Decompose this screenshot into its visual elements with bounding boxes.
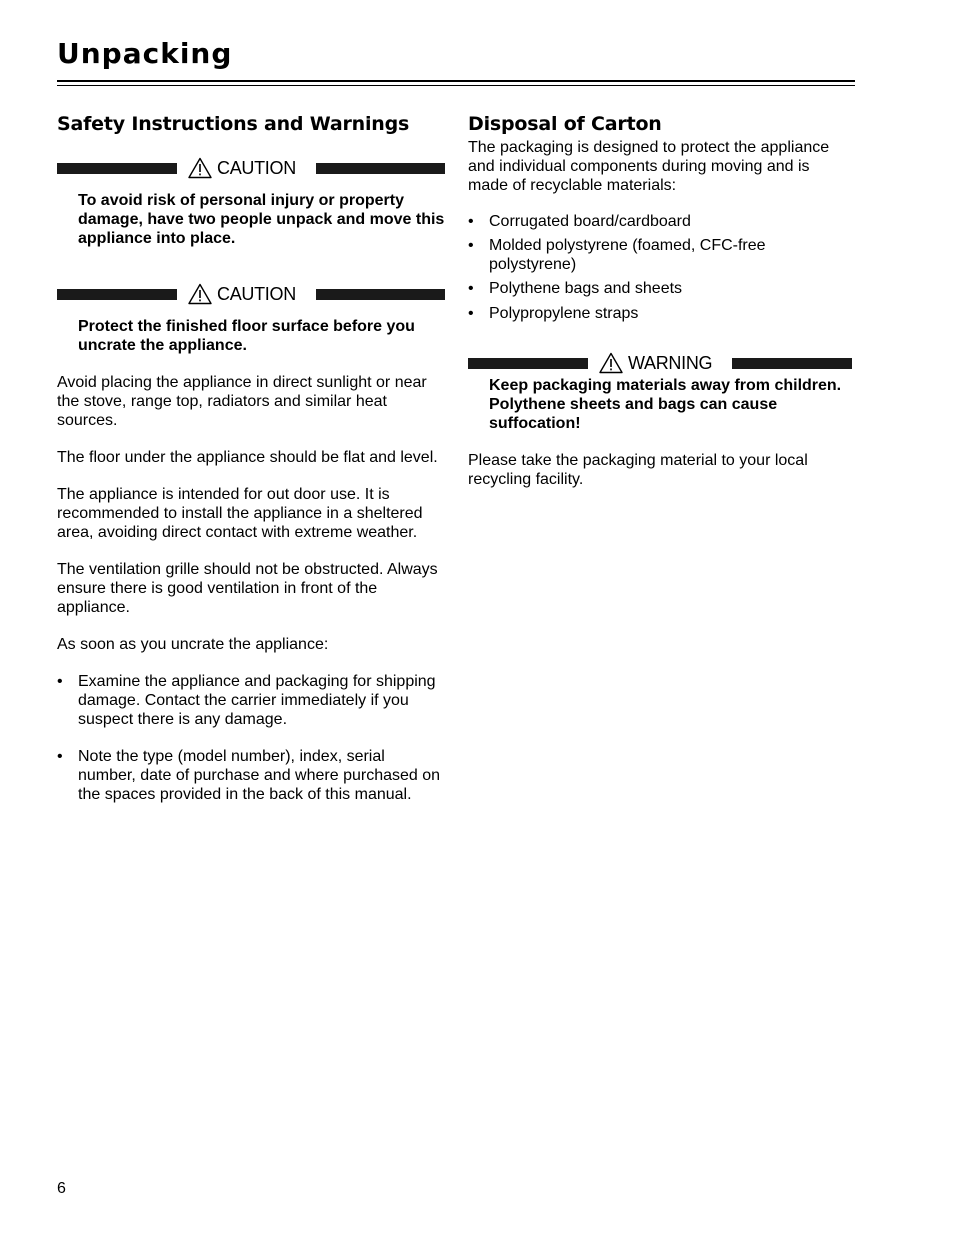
disposal-heading: Disposal of Carton: [468, 113, 662, 135]
title-rule: [57, 80, 855, 82]
banner-bar-right: [732, 358, 852, 369]
caution-banner-1: [57, 157, 445, 179]
warning-triangle-icon: [188, 157, 212, 179]
banner-bar-left: [57, 289, 177, 300]
list-item: • Polypropylene straps: [468, 304, 852, 323]
list-item: • Note the type (model number), index, serial number, date of purchase and where purchased on the spaces provided in the back of this manual.: [57, 747, 445, 804]
page-title: Unpacking: [57, 37, 233, 70]
list-item: • Molded polystyrene (foamed, CFC-free polystyrene): [468, 236, 852, 274]
warning-text: Keep packaging materials away from children. Polythene sheets and bags can cause suffocation!: [489, 377, 842, 432]
banner-bar-right: [316, 163, 445, 174]
body-paragraph: The floor under the appliance should be flat and level.: [57, 449, 438, 466]
banner-bar-left: [57, 163, 177, 174]
disposal-intro: The packaging is designed to protect the appliance and individual components during moving and is made of recyclable materials:: [468, 139, 830, 194]
caution-label: CAUTION: [217, 158, 296, 178]
body-paragraph: The ventilation grille should not be obstructed. Always ensure there is good ventilation in front of the appliance.: [57, 561, 438, 616]
left-column: [57, 112, 445, 804]
body-paragraph: Avoid placing the appliance in direct sunlight or near the stove, range top, radiators and similar heat sources.: [57, 374, 427, 429]
caution-text: To avoid risk of personal injury or property damage, have two people unpack and move this appliance into place.: [78, 192, 445, 247]
body-paragraph: The appliance is intended for out door use. It is recommended to install the appliance in a sheltered area, avoiding direct contact with extreme weather.: [57, 486, 423, 541]
warning-triangle-icon: [599, 352, 623, 374]
page-number: 6: [57, 1180, 66, 1197]
disposal-closing: Please take the packaging material to your local recycling facility.: [468, 452, 808, 488]
caution-text: Protect the finished floor surface before you uncrate the appliance.: [78, 318, 415, 354]
warning-label: WARNING: [628, 353, 713, 373]
warning-banner: [468, 352, 852, 374]
right-column: [468, 112, 852, 489]
body-paragraph: As soon as you uncrate the appliance:: [57, 636, 329, 653]
list-item: • Examine the appliance and packaging for shipping damage. Contact the carrier immediately if you suspect there is any damage.: [57, 672, 445, 729]
uncrate-checklist: [57, 672, 445, 804]
caution-banner-2: [57, 283, 445, 305]
safety-heading: Safety Instructions and Warnings: [57, 113, 410, 135]
list-item: • Polythene bags and sheets: [468, 279, 852, 298]
caution-label: CAUTION: [217, 284, 296, 304]
materials-list: [468, 212, 852, 323]
title-rule-thin: [57, 85, 855, 86]
warning-triangle-icon: [188, 283, 212, 305]
banner-bar-left: [468, 358, 588, 369]
banner-bar-right: [316, 289, 445, 300]
list-item: • Corrugated board/cardboard: [468, 212, 852, 231]
